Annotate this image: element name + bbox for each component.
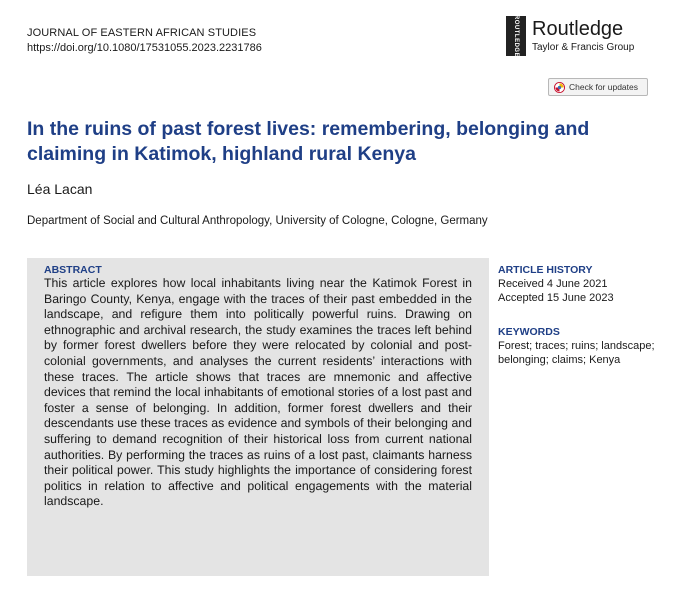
publisher-subtitle: Taylor & Francis Group xyxy=(532,42,635,53)
doi-link[interactable]: https://doi.org/10.1080/17531055.2023.2231786 xyxy=(27,42,262,54)
author-affiliation: Department of Social and Cultural Anthropology, University of Cologne, Cologne, Germany xyxy=(27,215,488,227)
keywords-list: Forest; traces; ruins; landscape; belonging; claims; Kenya xyxy=(498,340,655,366)
abstract-text: This article explores how local inhabitants living near the Katimok Forest in Baringo County, Kenya, engage with the traces of their past embedded in the landscape, and refigure them into politically powerful ruins. Drawing on ethnographic and archival research, the study examines the traces left behind by former forest dwellers before they were relocated by colonial and post-colonial governments, and analyses the current residents’ interactions with these traces. The article shows that traces are mnemonic and affective devices that remind the local inhabitants of emotional stories of a lost past and foster a sense of belonging. In addition, former forest dwellers and their descendants use these traces as evidence and symbols of their belonging and suffering to demand recognition of their historical loss from current national authorities. By performing the traces as ruins of a lost past, claimants harness their political power. This study highlights the importance of considering forest politics in relation to affective and political engagements with the material landscape. xyxy=(44,276,472,509)
check-for-updates-button[interactable] xyxy=(548,78,648,96)
check-for-updates-label: Check for updates xyxy=(569,82,638,92)
publisher-mark-text: ROUTLEDGE xyxy=(513,14,520,58)
publisher-name: Routledge xyxy=(532,18,624,40)
journal-name: JOURNAL OF EASTERN AFRICAN STUDIES xyxy=(27,27,257,39)
article-title: In the ruins of past forest lives: remembering, belonging and claiming in Katimok, highland rural Kenya xyxy=(27,118,590,165)
journal-header xyxy=(27,26,262,56)
author-name[interactable]: Léa Lacan xyxy=(27,181,93,197)
article-history-heading: ARTICLE HISTORY xyxy=(498,264,593,276)
crossmark-icon xyxy=(554,82,565,93)
article-sidebar xyxy=(498,263,658,367)
abstract-box xyxy=(27,258,489,576)
received-date: Received 4 June 2021 xyxy=(498,278,608,290)
keywords-heading: KEYWORDS xyxy=(498,326,560,338)
accepted-date: Accepted 15 June 2023 xyxy=(498,292,614,304)
routledge-mark-icon xyxy=(506,16,526,56)
abstract-heading: ABSTRACT xyxy=(44,264,102,276)
publisher-logo xyxy=(506,16,656,62)
